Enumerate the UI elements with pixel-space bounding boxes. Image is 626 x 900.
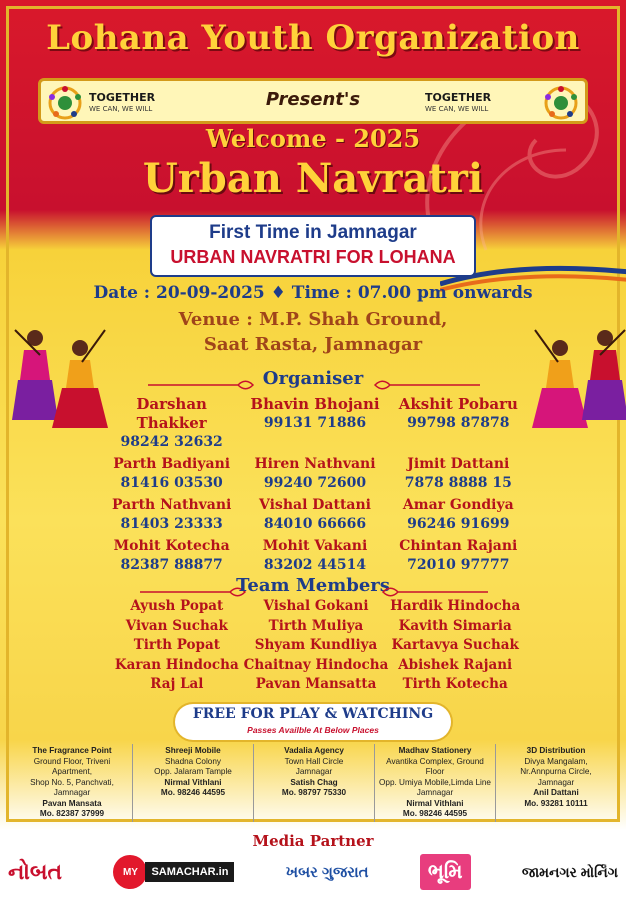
location-name: Vadalia Agency bbox=[284, 746, 344, 755]
pass-location bbox=[375, 744, 496, 822]
organiser-phone: 96246 91699 bbox=[407, 516, 510, 532]
pass-locations bbox=[12, 744, 616, 822]
organiser-name: Vishal Dattani bbox=[259, 497, 371, 513]
organiser-name: Parth Badiyani bbox=[113, 456, 231, 472]
organiser-phone: 82387 88877 bbox=[120, 557, 223, 573]
organiser-phone: 99240 72600 bbox=[263, 475, 367, 491]
location-address: Jamnagar bbox=[295, 767, 333, 776]
organiser-entry bbox=[387, 496, 530, 534]
location-name: Shreeji Mobile bbox=[165, 746, 221, 755]
first-time-box bbox=[152, 217, 474, 275]
organiser-name: Chintan Rajani bbox=[399, 538, 518, 554]
first-time-text: First Time in Jamnagar bbox=[209, 222, 417, 243]
team-member: Tirth Popat bbox=[133, 637, 220, 653]
organiser-name: Mohit Kotecha bbox=[113, 538, 230, 554]
date-time: Date : 20-09-2025 ♦ Time : 07.00 pm onwards bbox=[93, 283, 533, 303]
pass-location bbox=[12, 744, 133, 822]
venue-line-1: Venue : M.P. Shah Ground, bbox=[178, 309, 448, 330]
organiser-phone: 84010 66666 bbox=[263, 516, 367, 532]
contact-person: Satish Chag bbox=[290, 777, 338, 787]
organiser-phone: 81416 03530 bbox=[120, 475, 223, 491]
organiser-phone: 72010 97777 bbox=[407, 557, 510, 573]
organiser-entry bbox=[100, 455, 243, 493]
contact-mobile: Mo. 82387 37999 bbox=[39, 809, 105, 818]
organiser-name: Amar Gondiya bbox=[402, 497, 514, 513]
organiser-phone: 7878 8888 15 bbox=[404, 475, 512, 491]
organiser-phone: 99131 71886 bbox=[263, 415, 367, 431]
contact-person: Nirmal Vithlani bbox=[406, 798, 464, 808]
location-name: Madhav Stationery bbox=[398, 746, 472, 755]
team-member: Kartavya Suchak bbox=[391, 637, 519, 653]
khabar-gujarat-logo: ખબર ગુજરાત bbox=[285, 863, 369, 881]
media-partner-logos bbox=[8, 852, 618, 892]
organization-logo-right bbox=[419, 85, 579, 123]
jamnagar-morning-logo: જામનગર મોર્નિંગ bbox=[521, 863, 618, 880]
contact-person: Anil Dattani bbox=[533, 788, 579, 797]
organiser-list bbox=[100, 395, 530, 575]
organiser-phone: 99798 87878 bbox=[407, 415, 510, 431]
team-member-list bbox=[110, 597, 522, 695]
presents-text: Present's bbox=[265, 89, 361, 110]
organiser-entry bbox=[243, 395, 386, 452]
location-address: Divya Mangalam, bbox=[524, 756, 588, 766]
logo-right-line2: WE CAN, WE WILL bbox=[425, 105, 489, 113]
organiser-phone: 98242 32632 bbox=[120, 434, 223, 450]
pass-location bbox=[496, 744, 616, 822]
team-member: Chaitnay Hindocha bbox=[243, 656, 389, 673]
contact-mobile: Mo. 98797 75330 bbox=[281, 788, 347, 797]
organiser-name: Bhavin Bhojani bbox=[250, 395, 380, 413]
team-member: Hardik Hindocha bbox=[390, 598, 521, 614]
my-samachar-logo: MY SAMACHAR.in bbox=[113, 854, 234, 890]
organiser-entry bbox=[100, 496, 243, 534]
logo-left-line1: TOGETHER bbox=[89, 91, 156, 104]
organiser-entry bbox=[387, 395, 530, 452]
contact-mobile: Mo. 93281 10111 bbox=[524, 798, 588, 808]
team-member: Kavith Simaria bbox=[398, 617, 512, 634]
logo-left-line2: WE CAN, WE WILL bbox=[89, 105, 153, 113]
location-address: Jamnagar bbox=[416, 788, 454, 797]
location-address: Jamnagar bbox=[537, 777, 575, 787]
passes-note: Passes Availble At Below Places bbox=[247, 725, 379, 735]
organiser-phone: 81403 23333 bbox=[120, 516, 223, 532]
free-entry-box bbox=[175, 704, 451, 740]
location-name: 3D Distribution bbox=[526, 746, 586, 755]
organiser-entry bbox=[243, 537, 386, 575]
team-member: Karan Hindocha bbox=[114, 656, 239, 673]
organiser-entry bbox=[100, 395, 243, 452]
logo-right-line1: TOGETHER bbox=[425, 91, 492, 104]
organiser-entry bbox=[387, 455, 530, 493]
location-address: Nr.Annpurna Circle, bbox=[520, 767, 592, 776]
organiser-entry bbox=[243, 496, 386, 534]
presents-banner bbox=[38, 78, 588, 124]
team-member: Abishek Rajani bbox=[398, 656, 513, 673]
team-member: Pavan Mansatta bbox=[255, 676, 377, 692]
team-member: Shyam Kundliya bbox=[254, 637, 378, 653]
pass-location bbox=[254, 744, 375, 822]
location-address: Shadna Colony bbox=[165, 756, 221, 766]
team-member: Vishal Gokani bbox=[263, 598, 369, 614]
team-member: Ayush Popat bbox=[130, 598, 224, 614]
ornament-right bbox=[378, 582, 488, 592]
organiser-name: Darshan Thakker bbox=[136, 395, 207, 432]
nobat-logo: નોબત bbox=[8, 859, 63, 884]
organiser-phone: 83202 44514 bbox=[263, 557, 367, 573]
location-name: The Fragrance Point bbox=[32, 746, 112, 755]
team-heading: Team Members bbox=[236, 575, 390, 596]
organiser-name: Mohit Vakani bbox=[262, 538, 368, 554]
media-partner-heading: Media Partner bbox=[252, 832, 374, 850]
team-member: Raj Lal bbox=[150, 676, 204, 692]
contact-mobile: Mo. 98246 44595 bbox=[160, 788, 226, 797]
organiser-entry bbox=[387, 537, 530, 575]
welcome-heading: Welcome - 2025 bbox=[205, 124, 421, 153]
team-member: Tirth Muliya bbox=[268, 617, 364, 634]
location-address: Opp. Jalaram Tample bbox=[154, 767, 232, 776]
organiser-name: Akshit Pobaru bbox=[398, 395, 518, 413]
free-headline: FREE FOR PLAY & WATCHING bbox=[192, 706, 434, 722]
organiser-name: Jimit Dattani bbox=[407, 456, 510, 472]
team-member: Tirth Kotecha bbox=[402, 676, 508, 692]
organiser-name: Parth Nathvani bbox=[111, 497, 232, 513]
organiser-heading: Organiser bbox=[262, 368, 364, 389]
organiser-entry bbox=[100, 537, 243, 575]
contact-person: Pavan Mansata bbox=[42, 798, 102, 808]
ornament-right bbox=[370, 375, 480, 385]
contact-mobile: Mo. 98246 44595 bbox=[402, 809, 468, 818]
contact-person: Nirmal Vithlani bbox=[164, 777, 222, 787]
location-address: Town Hall Circle bbox=[284, 756, 344, 766]
location-address: Ground Floor, Triveni Apartment, bbox=[33, 756, 111, 776]
event-name: Urban Navratri bbox=[142, 155, 484, 202]
bhoomi-logo: ભૂમિ bbox=[420, 854, 471, 890]
organiser-name: Hiren Nathvani bbox=[254, 456, 376, 472]
organiser-entry bbox=[243, 455, 386, 493]
team-member: Vivan Suchak bbox=[125, 617, 228, 634]
venue-line-2: Saat Rasta, Jamnagar bbox=[203, 334, 423, 355]
pass-location bbox=[133, 744, 254, 822]
location-address: Avantika Complex, Ground Floor bbox=[386, 756, 484, 776]
organization-title: Lohana Youth Organization bbox=[46, 18, 580, 58]
tagline-text: URBAN NAVRATRI FOR LOHANA bbox=[170, 247, 456, 267]
people-circle-icon bbox=[543, 85, 579, 121]
location-address: Shop No. 5, Panchvati, Jamnagar bbox=[30, 777, 114, 797]
location-address: Opp. Umiya Mobile,Limda Line bbox=[379, 777, 491, 787]
